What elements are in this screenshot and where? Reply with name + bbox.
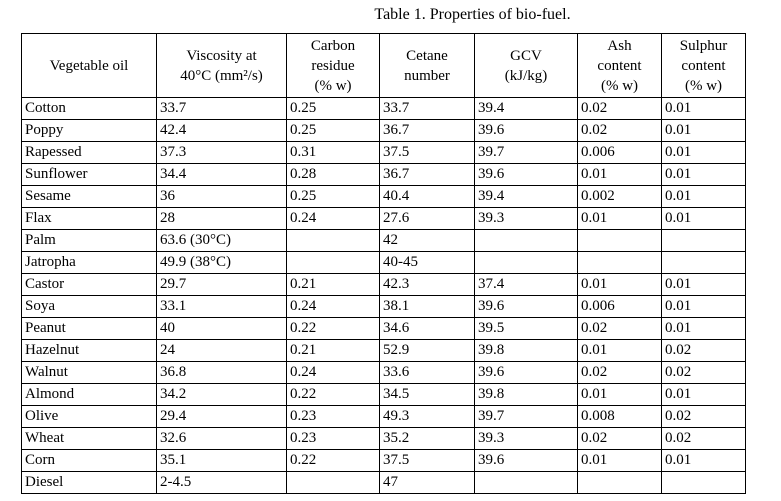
data-cell-viscosity: 29.7 [157, 274, 287, 296]
data-cell-ash-content: 0.02 [578, 120, 662, 142]
data-cell-sulphur-content: 0.01 [662, 120, 746, 142]
table-body [22, 98, 746, 494]
data-cell-sulphur-content: 0.01 [662, 318, 746, 340]
column-header-line: content [681, 57, 726, 74]
data-cell-sulphur-content: 0.01 [662, 142, 746, 164]
table-row [22, 274, 746, 296]
data-cell-cetane-number: 33.7 [380, 98, 475, 120]
data-cell-carbon-residue [287, 252, 380, 274]
table-row [22, 142, 746, 164]
column-header-line: number [404, 67, 450, 84]
data-cell-ash-content: 0.01 [578, 450, 662, 472]
data-cell-viscosity: 29.4 [157, 406, 287, 428]
table-row [22, 164, 746, 186]
column-header-line: Viscosity at [186, 47, 257, 64]
column-header-line: (% w) [314, 77, 352, 94]
data-cell-sulphur-content [662, 252, 746, 274]
data-cell-cetane-number: 34.6 [380, 318, 475, 340]
row-label-cell: Olive [22, 406, 157, 428]
data-cell-gcv: 39.6 [475, 450, 578, 472]
data-cell-cetane-number: 42 [380, 230, 475, 252]
column-header-line: 40°C (mm²/s) [180, 67, 263, 84]
data-cell-gcv: 39.4 [475, 98, 578, 120]
table-row [22, 208, 746, 230]
data-cell-ash-content [578, 252, 662, 274]
data-cell-viscosity: 40 [157, 318, 287, 340]
data-cell-carbon-residue [287, 472, 380, 494]
data-cell-sulphur-content: 0.01 [662, 208, 746, 230]
row-label-cell: Almond [22, 384, 157, 406]
data-cell-carbon-residue: 0.25 [287, 98, 380, 120]
row-label-cell: Rapessed [22, 142, 157, 164]
data-cell-carbon-residue: 0.24 [287, 296, 380, 318]
data-cell-sulphur-content: 0.02 [662, 340, 746, 362]
row-label-cell: Sunflower [22, 164, 157, 186]
column-header-line: Vegetable oil [49, 57, 129, 74]
row-label-cell: Walnut [22, 362, 157, 384]
table-row [22, 362, 746, 384]
data-cell-sulphur-content: 0.01 [662, 450, 746, 472]
data-cell-sulphur-content: 0.01 [662, 98, 746, 120]
data-cell-carbon-residue: 0.28 [287, 164, 380, 186]
data-cell-gcv: 39.6 [475, 120, 578, 142]
row-label-cell: Soya [22, 296, 157, 318]
data-cell-cetane-number: 42.3 [380, 274, 475, 296]
column-header-line: residue [311, 57, 355, 74]
data-cell-viscosity: 42.4 [157, 120, 287, 142]
column-header-line: content [597, 57, 642, 74]
data-cell-cetane-number: 36.7 [380, 164, 475, 186]
data-cell-gcv: 39.8 [475, 384, 578, 406]
data-cell-carbon-residue: 0.25 [287, 120, 380, 142]
data-cell-cetane-number: 27.6 [380, 208, 475, 230]
data-cell-gcv [475, 230, 578, 252]
data-cell-viscosity: 36.8 [157, 362, 287, 384]
row-label-cell: Poppy [22, 120, 157, 142]
data-cell-ash-content: 0.01 [578, 340, 662, 362]
data-cell-cetane-number: 49.3 [380, 406, 475, 428]
data-cell-sulphur-content: 0.01 [662, 164, 746, 186]
data-cell-gcv: 39.3 [475, 208, 578, 230]
column-header-gcv [475, 34, 578, 98]
column-header-line: Ash [607, 37, 632, 54]
row-label-cell: Cotton [22, 98, 157, 120]
data-cell-sulphur-content: 0.01 [662, 274, 746, 296]
data-cell-viscosity: 32.6 [157, 428, 287, 450]
column-header-line: Sulphur [679, 37, 728, 54]
table-row [22, 120, 746, 142]
table-row [22, 98, 746, 120]
column-header-sulphur-content [662, 34, 746, 98]
row-label-cell: Jatropha [22, 252, 157, 274]
data-cell-gcv: 37.4 [475, 274, 578, 296]
row-label-cell: Diesel [22, 472, 157, 494]
table-row [22, 406, 746, 428]
row-label-cell: Wheat [22, 428, 157, 450]
data-cell-gcv: 39.7 [475, 406, 578, 428]
data-cell-gcv: 39.3 [475, 428, 578, 450]
data-cell-viscosity: 28 [157, 208, 287, 230]
data-cell-cetane-number: 38.1 [380, 296, 475, 318]
column-header-line: GCV [510, 47, 542, 64]
data-cell-viscosity: 34.2 [157, 384, 287, 406]
row-label-cell: Flax [22, 208, 157, 230]
table-row [22, 186, 746, 208]
data-cell-gcv [475, 472, 578, 494]
row-label-cell: Castor [22, 274, 157, 296]
data-cell-sulphur-content [662, 472, 746, 494]
data-cell-ash-content: 0.01 [578, 274, 662, 296]
data-cell-ash-content: 0.02 [578, 318, 662, 340]
data-cell-viscosity: 63.6 (30°C) [157, 230, 287, 252]
data-cell-cetane-number: 37.5 [380, 450, 475, 472]
table-row [22, 296, 746, 318]
data-cell-gcv: 39.4 [475, 186, 578, 208]
table-row [22, 230, 746, 252]
data-cell-cetane-number: 40.4 [380, 186, 475, 208]
data-cell-carbon-residue: 0.22 [287, 384, 380, 406]
data-cell-viscosity: 34.4 [157, 164, 287, 186]
data-cell-cetane-number: 35.2 [380, 428, 475, 450]
data-cell-ash-content: 0.006 [578, 296, 662, 318]
column-header-line: (% w) [684, 77, 723, 94]
data-cell-carbon-residue: 0.22 [287, 318, 380, 340]
data-cell-viscosity: 35.1 [157, 450, 287, 472]
column-header-ash-content [578, 34, 662, 98]
table-caption: Table 1. Properties of bio-fuel. [374, 6, 571, 23]
data-cell-gcv: 39.8 [475, 340, 578, 362]
data-cell-sulphur-content: 0.02 [662, 428, 746, 450]
data-cell-gcv: 39.6 [475, 296, 578, 318]
header-row [22, 34, 746, 98]
table-row [22, 318, 746, 340]
data-cell-ash-content: 0.02 [578, 98, 662, 120]
data-cell-carbon-residue: 0.24 [287, 362, 380, 384]
data-cell-cetane-number: 34.5 [380, 384, 475, 406]
data-cell-ash-content: 0.01 [578, 208, 662, 230]
column-header-viscosity [157, 34, 287, 98]
row-label-cell: Sesame [22, 186, 157, 208]
data-cell-viscosity: 49.9 (38°C) [157, 252, 287, 274]
data-cell-ash-content: 0.002 [578, 186, 662, 208]
table-row [22, 340, 746, 362]
data-cell-ash-content: 0.02 [578, 362, 662, 384]
column-header-line: (% w) [600, 77, 639, 94]
bio-fuel-properties-table [21, 33, 746, 494]
data-cell-carbon-residue: 0.25 [287, 186, 380, 208]
table-row [22, 428, 746, 450]
table-row [22, 252, 746, 274]
data-cell-viscosity: 33.7 [157, 98, 287, 120]
data-cell-carbon-residue: 0.21 [287, 340, 380, 362]
data-cell-carbon-residue: 0.31 [287, 142, 380, 164]
data-cell-sulphur-content: 0.01 [662, 384, 746, 406]
data-cell-carbon-residue: 0.23 [287, 428, 380, 450]
data-cell-gcv: 39.6 [475, 362, 578, 384]
data-cell-viscosity: 2-4.5 [157, 472, 287, 494]
data-cell-viscosity: 36 [157, 186, 287, 208]
column-header-vegetable-oil [22, 34, 157, 98]
data-cell-cetane-number: 47 [380, 472, 475, 494]
data-cell-cetane-number: 37.5 [380, 142, 475, 164]
data-cell-carbon-residue: 0.23 [287, 406, 380, 428]
data-cell-cetane-number: 36.7 [380, 120, 475, 142]
row-label-cell: Palm [22, 230, 157, 252]
data-cell-ash-content: 0.01 [578, 164, 662, 186]
column-header-line: Carbon [310, 37, 356, 54]
data-cell-carbon-residue: 0.24 [287, 208, 380, 230]
column-header-line: Cetane [406, 47, 448, 64]
data-cell-carbon-residue: 0.21 [287, 274, 380, 296]
data-cell-ash-content [578, 230, 662, 252]
data-cell-sulphur-content: 0.02 [662, 406, 746, 428]
data-cell-viscosity: 33.1 [157, 296, 287, 318]
row-label-cell: Hazelnut [22, 340, 157, 362]
table-row [22, 450, 746, 472]
data-cell-cetane-number: 40-45 [380, 252, 475, 274]
data-cell-viscosity: 24 [157, 340, 287, 362]
data-cell-ash-content: 0.008 [578, 406, 662, 428]
column-header-cetane-number [380, 34, 475, 98]
table-row [22, 384, 746, 406]
data-cell-gcv: 39.5 [475, 318, 578, 340]
table-row [22, 472, 746, 494]
data-cell-sulphur-content: 0.02 [662, 362, 746, 384]
data-cell-cetane-number: 33.6 [380, 362, 475, 384]
data-cell-ash-content: 0.02 [578, 428, 662, 450]
data-cell-ash-content: 0.006 [578, 142, 662, 164]
row-label-cell: Corn [22, 450, 157, 472]
data-cell-gcv: 39.7 [475, 142, 578, 164]
data-cell-sulphur-content [662, 230, 746, 252]
data-cell-cetane-number: 52.9 [380, 340, 475, 362]
row-label-cell: Peanut [22, 318, 157, 340]
data-cell-ash-content [578, 472, 662, 494]
data-cell-ash-content: 0.01 [578, 384, 662, 406]
data-cell-sulphur-content: 0.01 [662, 186, 746, 208]
data-cell-sulphur-content: 0.01 [662, 296, 746, 318]
data-cell-carbon-residue [287, 230, 380, 252]
column-header-line: (kJ/kg) [504, 67, 548, 84]
data-cell-gcv: 39.6 [475, 164, 578, 186]
data-cell-viscosity: 37.3 [157, 142, 287, 164]
column-header-carbon-residue [287, 34, 380, 98]
data-cell-gcv [475, 252, 578, 274]
data-cell-carbon-residue: 0.22 [287, 450, 380, 472]
